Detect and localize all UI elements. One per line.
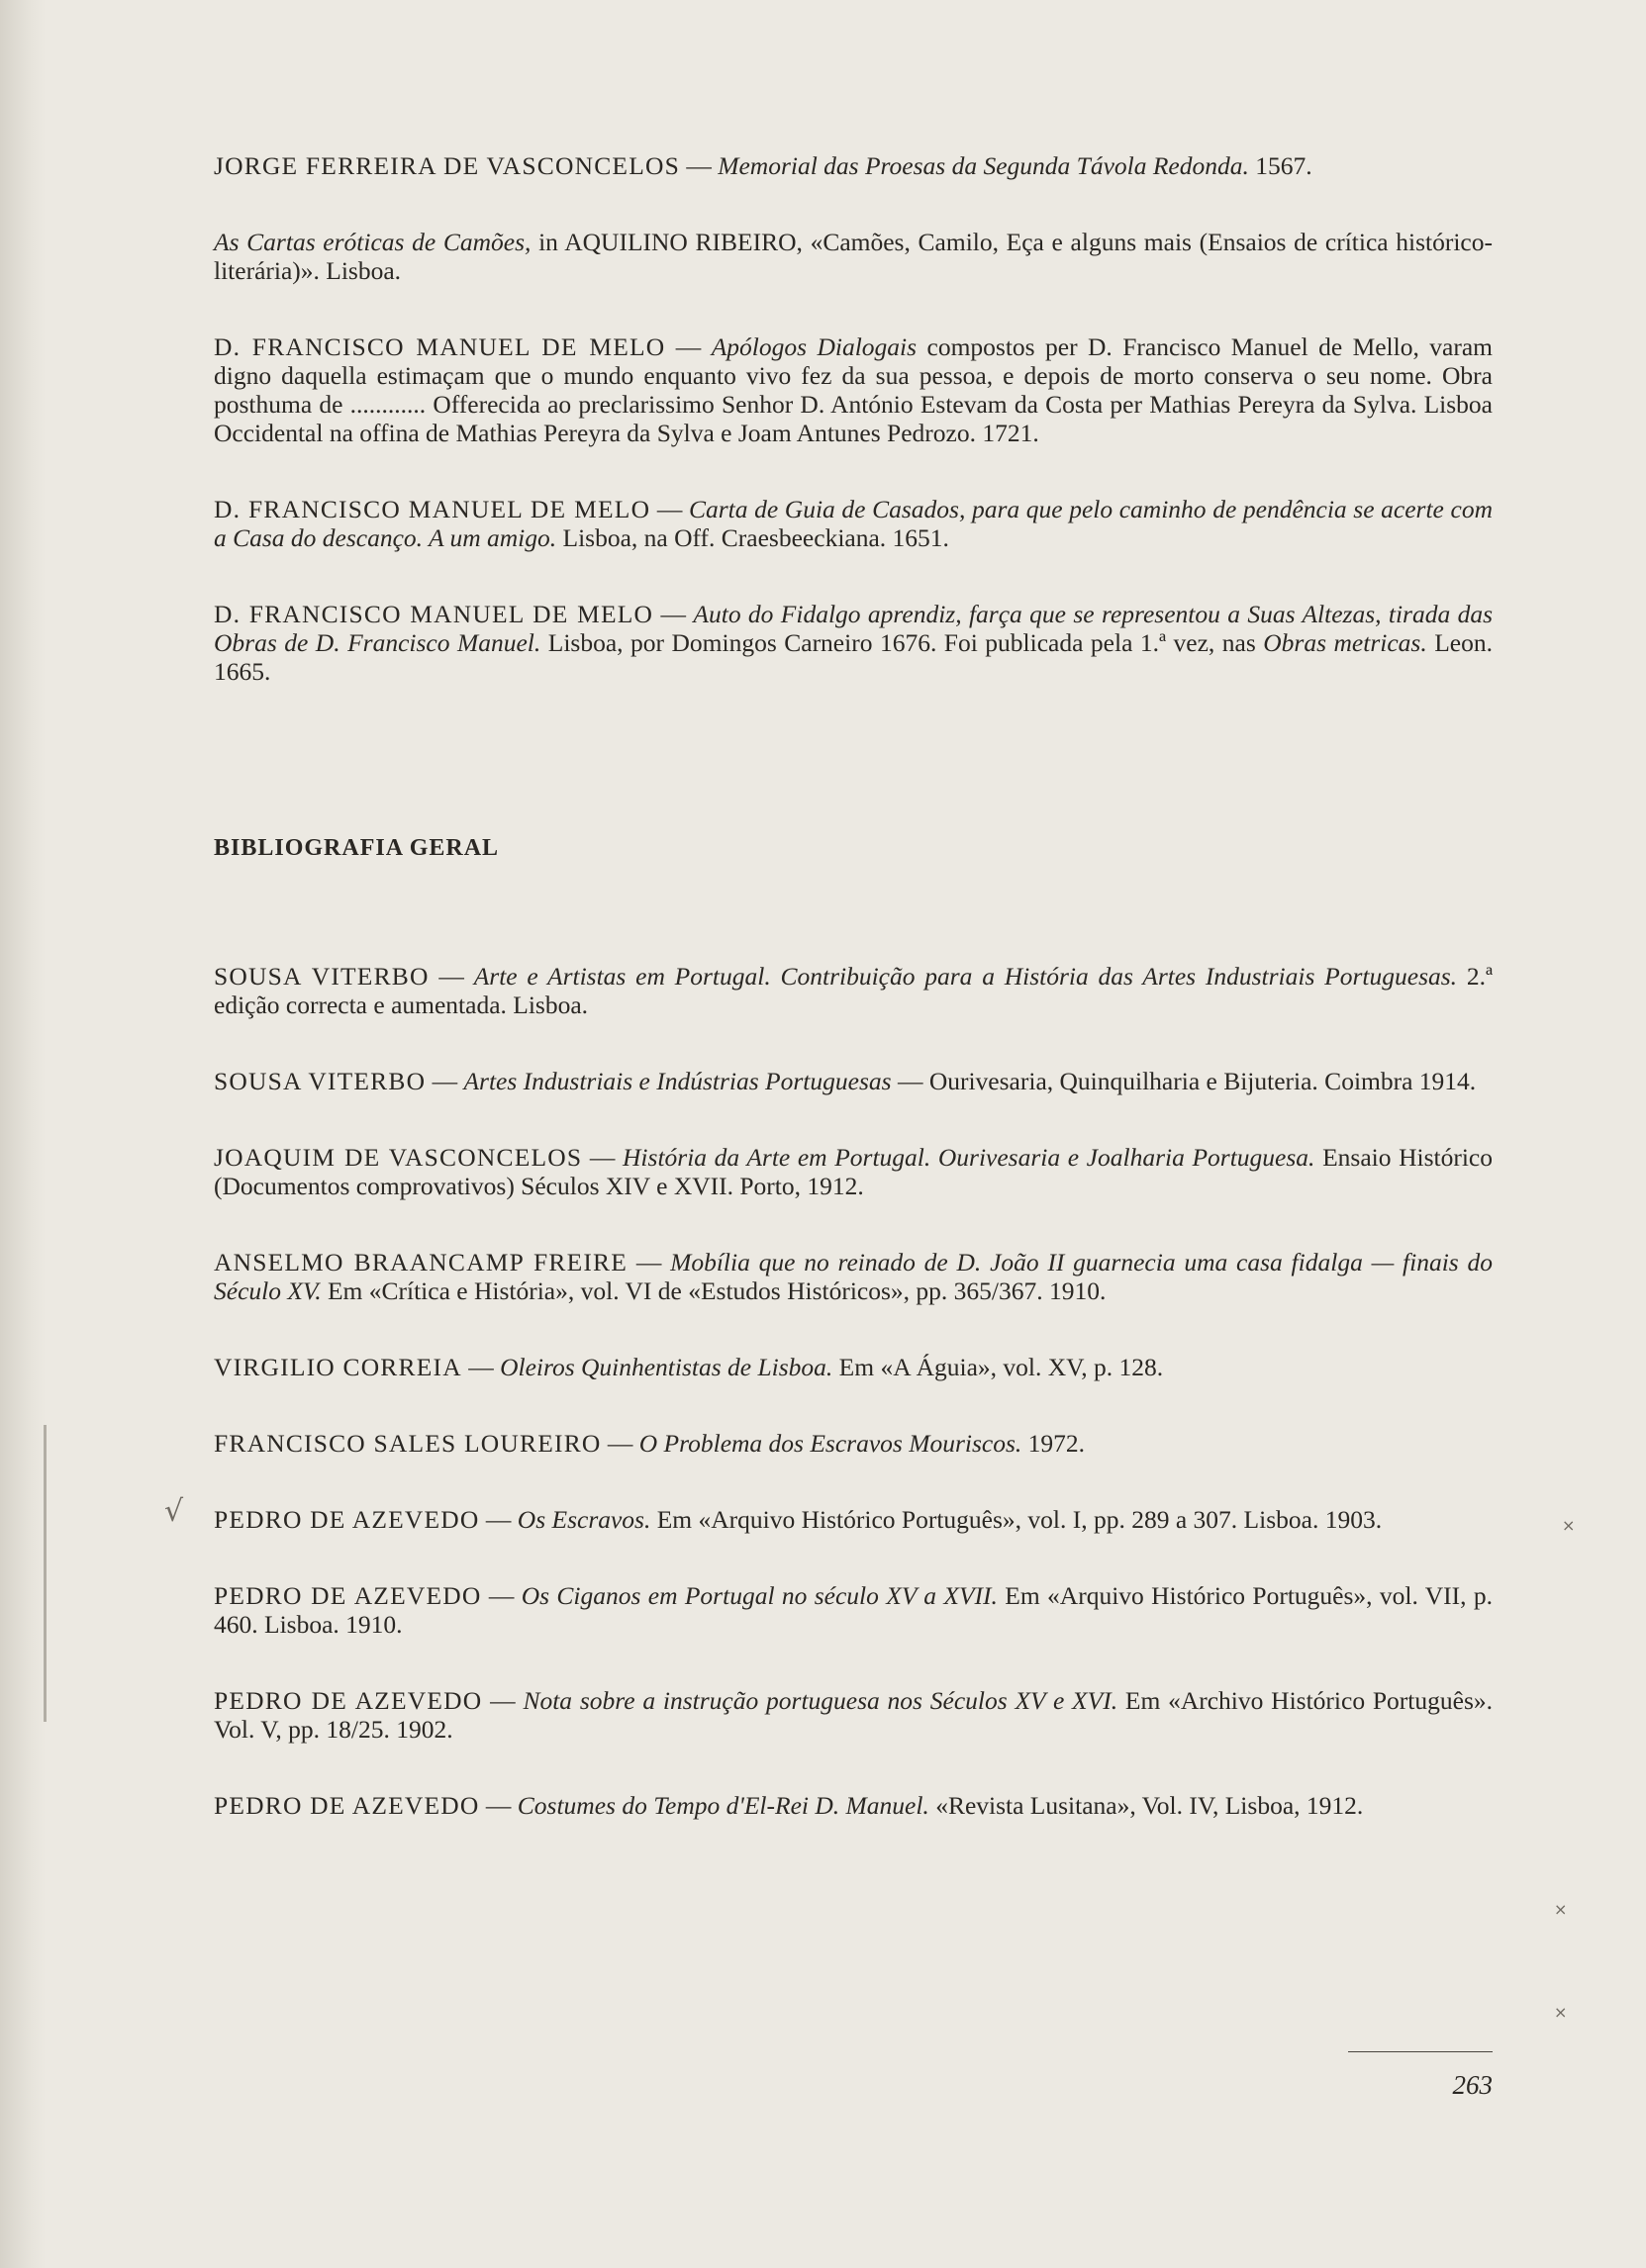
entry-dash: — [479, 1791, 518, 1820]
entry-title: Mobília que no reinado de D. João II guarnecia uma casa fidalga — finais do Século XV. [214, 1248, 1493, 1305]
bibliography-entry [214, 1581, 1493, 1639]
entry-title: Os Ciganos em Portugal no século XV a XVII. [521, 1581, 998, 1610]
entry-title: História da Arte em Portugal. Ourivesaria e Joalharia Portuguesa. [623, 1143, 1315, 1172]
entry-title: Artes Industriais e Indústrias Portuguesas [463, 1067, 892, 1095]
page-number: 263 [1452, 2070, 1493, 2100]
entry-title: Carta de Guia de Casados, para que pelo caminho de pendência se acerte com a Casa do descanço. A um amigo. [214, 495, 1493, 552]
section-heading-bibliografia-geral: BIBLIOGRAFIA GERAL [214, 835, 500, 861]
bibliography-entry [214, 962, 1493, 1019]
entry-author: JOAQUIM DE VASCONCELOS [214, 1143, 583, 1172]
bibliography-entry [214, 600, 1493, 686]
entry-author: ANSELMO BRAANCAMP FREIRE [214, 1248, 629, 1276]
handwritten-cross-mark-icon: × [1554, 1900, 1568, 1919]
entry-author: PEDRO DE AZEVEDO [214, 1581, 482, 1610]
entry-dash: — [653, 600, 694, 628]
entry-author: D. FRANCISCO MANUEL DE MELO [214, 332, 666, 361]
entry-author: JORGE FERREIRA DE VASCONCELOS [214, 151, 680, 180]
bibliography-entry [214, 228, 1493, 285]
handwritten-cross-mark-icon: × [1562, 1516, 1576, 1535]
entries-bottom [214, 962, 1493, 1820]
bibliography-entry [214, 1505, 1493, 1534]
bibliography-entry [214, 1353, 1493, 1381]
entry-details: Leon. 1665. [214, 628, 1493, 686]
handwritten-cross-mark-icon: × [1554, 2003, 1568, 2022]
entry-dash: — [665, 332, 712, 361]
entry-author: SOUSA VITERBO [214, 1067, 427, 1095]
entry-dash: — [481, 1581, 522, 1610]
entry-details: Em «Archivo Histórico Português». Vol. V, pp. 18/25. 1902. [214, 1686, 1493, 1744]
entry-title: Arte e Artistas em Portugal. Contribuição para a História das Artes Industriais Portuguesas. [473, 962, 1458, 991]
bibliography-entry [214, 1143, 1493, 1200]
entry-dash: — [679, 151, 719, 180]
bibliography-text [214, 151, 1493, 1820]
bibliography-entry [214, 1791, 1493, 1820]
entry-title: Oleiros Quinhentistas de Lisboa. [500, 1353, 833, 1381]
binding-line [44, 1425, 47, 1722]
bibliography-entry [214, 495, 1493, 552]
entry-details: Em «A Águia», vol. XV, p. 128. [832, 1353, 1164, 1381]
entry-dash: — [650, 495, 689, 523]
entry-details: Em «Arquivo Histórico Português», vol. I, pp. 289 a 307. Lisboa. 1903. [650, 1505, 1383, 1534]
bibliography-entry [214, 1248, 1493, 1305]
bibliography-entry [214, 1067, 1493, 1095]
entry-title: Auto do Fidalgo aprendiz, farça que se representou a Suas Altezas, tirada das Obras de D. Francisco Manuel. [214, 600, 1493, 657]
bibliography-entry [214, 1686, 1493, 1744]
entry-details: in AQUILINO RIBEIRO, «Camões, Camilo, Eça e alguns mais (Ensaios de crítica histórico-literária)». Lisboa. [214, 228, 1493, 285]
entry-details: Em «Arquivo Histórico Português», vol. VII, p. 460. Lisboa. 1910. [214, 1581, 1493, 1639]
entry-details: Lisboa, por Domingos Carneiro 1676. Foi publicada pela 1.ª vez, nas [540, 628, 1264, 657]
entry-dash: — [426, 1067, 464, 1095]
entry-dash: — [429, 962, 474, 991]
entry-details: Em «Crítica e História», vol. VI de «Estudos Históricos», pp. 365/367. 1910. [321, 1276, 1107, 1305]
entry-dash: — [461, 1353, 501, 1381]
entry-author: SOUSA VITERBO [214, 962, 430, 991]
bibliography-entry [214, 1429, 1493, 1458]
entry-dash: — [479, 1505, 518, 1534]
entry-details: compostos per D. Francisco Manuel de Mello, varam digno daquella estimaçam que o mundo enquanto vivo fez da sua pessoa, e depois de morto conserva o seu nome. Obra posthuma de ............ Offerecida ao preclarissimo Senhor D. António Estevam da Costa per Mathias Pereyra da Sylva. Lisboa Occidental na offina de Mathias Pereyra da Sylva e Joam Antunes Pedrozo. 1721. [214, 332, 1493, 447]
entry-details: Ensaio Histórico (Documentos comprovativos) Séculos XIV e XVII. Porto, 1912. [214, 1143, 1493, 1200]
entry-dash: — [482, 1686, 524, 1715]
bibliography-entry [214, 332, 1493, 447]
entry-author: PEDRO DE AZEVEDO [214, 1686, 483, 1715]
entry-author: PEDRO DE AZEVEDO [214, 1791, 480, 1820]
entry-details: — Ourivesaria, Quinquilharia e Bijuteria. Coimbra 1914. [891, 1067, 1477, 1095]
entry-details: 1972. [1021, 1429, 1085, 1458]
entry-dash: — [582, 1143, 624, 1172]
entry-details: 2.ª edição correcta e aumentada. Lisboa. [214, 962, 1494, 1019]
entry-author: PEDRO DE AZEVEDO [214, 1505, 480, 1534]
entry-details: «Revista Lusitana», Vol. IV, Lisboa, 1912. [928, 1791, 1364, 1820]
entry-author: D. FRANCISCO MANUEL DE MELO [214, 600, 654, 628]
entry-dash: — [601, 1429, 639, 1458]
handwritten-check-mark-icon: √ [164, 1494, 184, 1529]
page-binding-shadow [0, 0, 46, 2268]
entry-title: Costumes do Tempo d'El-Rei D. Manuel. [517, 1791, 929, 1820]
entry-dash: — [628, 1248, 671, 1276]
entry-author: D. FRANCISCO MANUEL DE MELO [214, 495, 651, 523]
entry-title: Apólogos Dialogais [711, 332, 918, 361]
entry-title: Memorial das Proesas da Segunda Távola Redonda. [718, 151, 1249, 180]
entry-author: VIRGILIO CORREIA [214, 1353, 462, 1381]
entry-title: Nota sobre a instrução portuguesa nos Séculos XV e XVI. [523, 1686, 1118, 1715]
entry-author: FRANCISCO SALES LOUREIRO [214, 1429, 602, 1458]
entry-title: As Cartas eróticas de Camões, [214, 228, 532, 256]
entry-details: Lisboa, na Off. Craesbeeckiana. 1651. [556, 523, 949, 552]
entries-top [214, 151, 1493, 686]
entry-title: O Problema dos Escravos Mouriscos. [638, 1429, 1022, 1458]
entry-title: Os Escravos. [517, 1505, 651, 1534]
bibliography-entry [214, 151, 1493, 180]
entry-details: 1567. [1248, 151, 1312, 180]
footer-rule [1348, 2051, 1493, 2052]
entry-title: Obras metricas. [1263, 628, 1427, 657]
